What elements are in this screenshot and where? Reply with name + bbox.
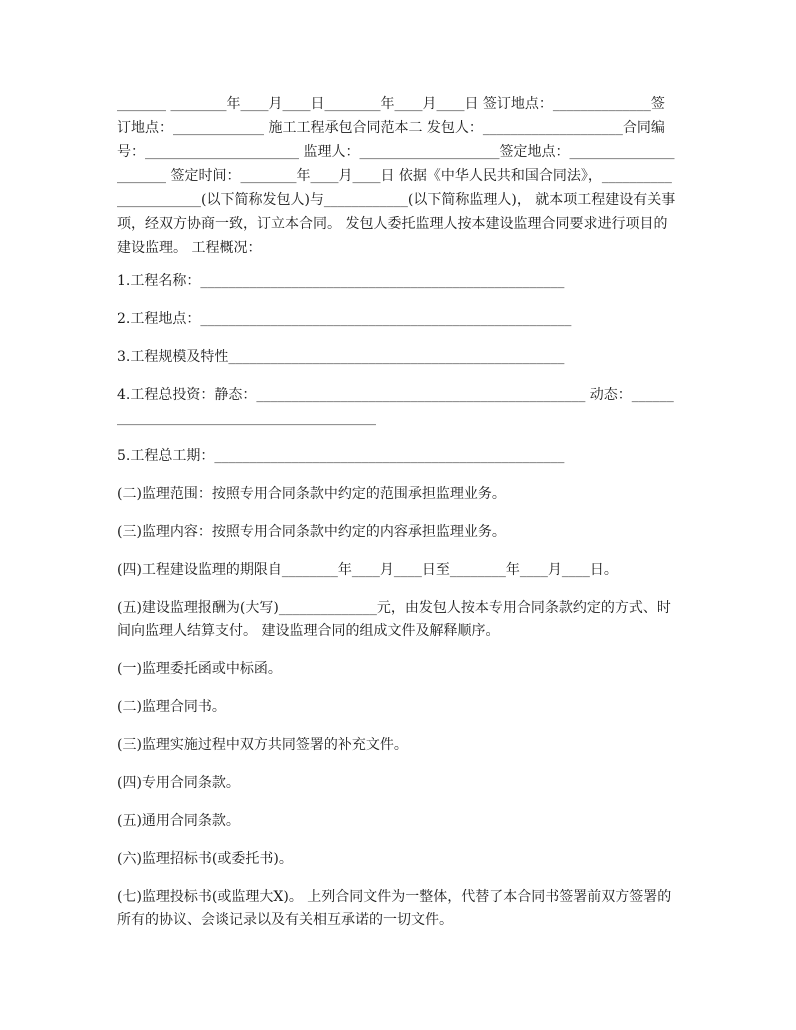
contract-header-paragraph: _______ ________年____月____日________年____月____日 签订地点：______________签订地点：_____________ 施工工程承包合同范本二 发包人：____________________合同编号：______________________ 监理人：____________________签定地点：______________________ 签定时间：________年____月____日 依据《中华人民共和国合同法》，______________________(以下简称发包人)与____________(以下简称监理人)， 就本项工程建设有关事项，经双方协商一致，订立本合同。 发包人委托监理人按本建设监理合同要求进行项目的建设监理。 工程概况： bbox=[117, 96, 676, 256]
document-item-3: (三)监理实施过程中双方共同签署的补充文件。 bbox=[117, 737, 408, 753]
supervision-period-line: (四)工程建设监理的期限自________年____月____日至________年____月____日。 bbox=[117, 562, 618, 578]
project-name-line: 1.工程名称：____________________________________________________ bbox=[117, 273, 565, 289]
document-item-1: (一)监理委托函或中标函。 bbox=[117, 661, 282, 677]
contract-page bbox=[117, 92, 677, 947]
document-item-4: (四)专用合同条款。 bbox=[117, 775, 240, 791]
document-item-6: (六)监理招标书(或委托书)。 bbox=[117, 851, 293, 867]
document-item-5: (五)通用合同条款。 bbox=[117, 813, 240, 829]
supervision-content-line: (三)监理内容：按照专用合同条款中约定的内容承担监理业务。 bbox=[117, 524, 506, 540]
document-item-7: (七)监理投标书(或监理大X)。 上列合同文件为一整体，代替了本合同书签署前双方签署的所有的协议、会谈记录以及有关相互承诺的一切文件。 bbox=[117, 889, 672, 928]
project-duration-line: 5.工程总工期：__________________________________________________ bbox=[117, 448, 565, 464]
project-investment-line: 4.工程总投资：静态：_______________________________________________ 动态：___________________________________________ bbox=[117, 387, 674, 426]
project-location-line: 2.工程地点：_____________________________________________________ bbox=[117, 311, 572, 327]
supervision-scope-line: (二)监理范围：按照专用合同条款中约定的范围承担监理业务。 bbox=[117, 486, 506, 502]
project-scale-line: 3.工程规模及特性________________________________________________ bbox=[117, 349, 565, 365]
supervision-fee-paragraph: (五)建设监理报酬为(大写)______________元，由发包人按本专用合同条款约定的方式、时间向监理人结算支付。 建设监理合同的组成文件及解释顺序。 bbox=[117, 600, 671, 639]
document-item-2: (二)监理合同书。 bbox=[117, 699, 226, 715]
